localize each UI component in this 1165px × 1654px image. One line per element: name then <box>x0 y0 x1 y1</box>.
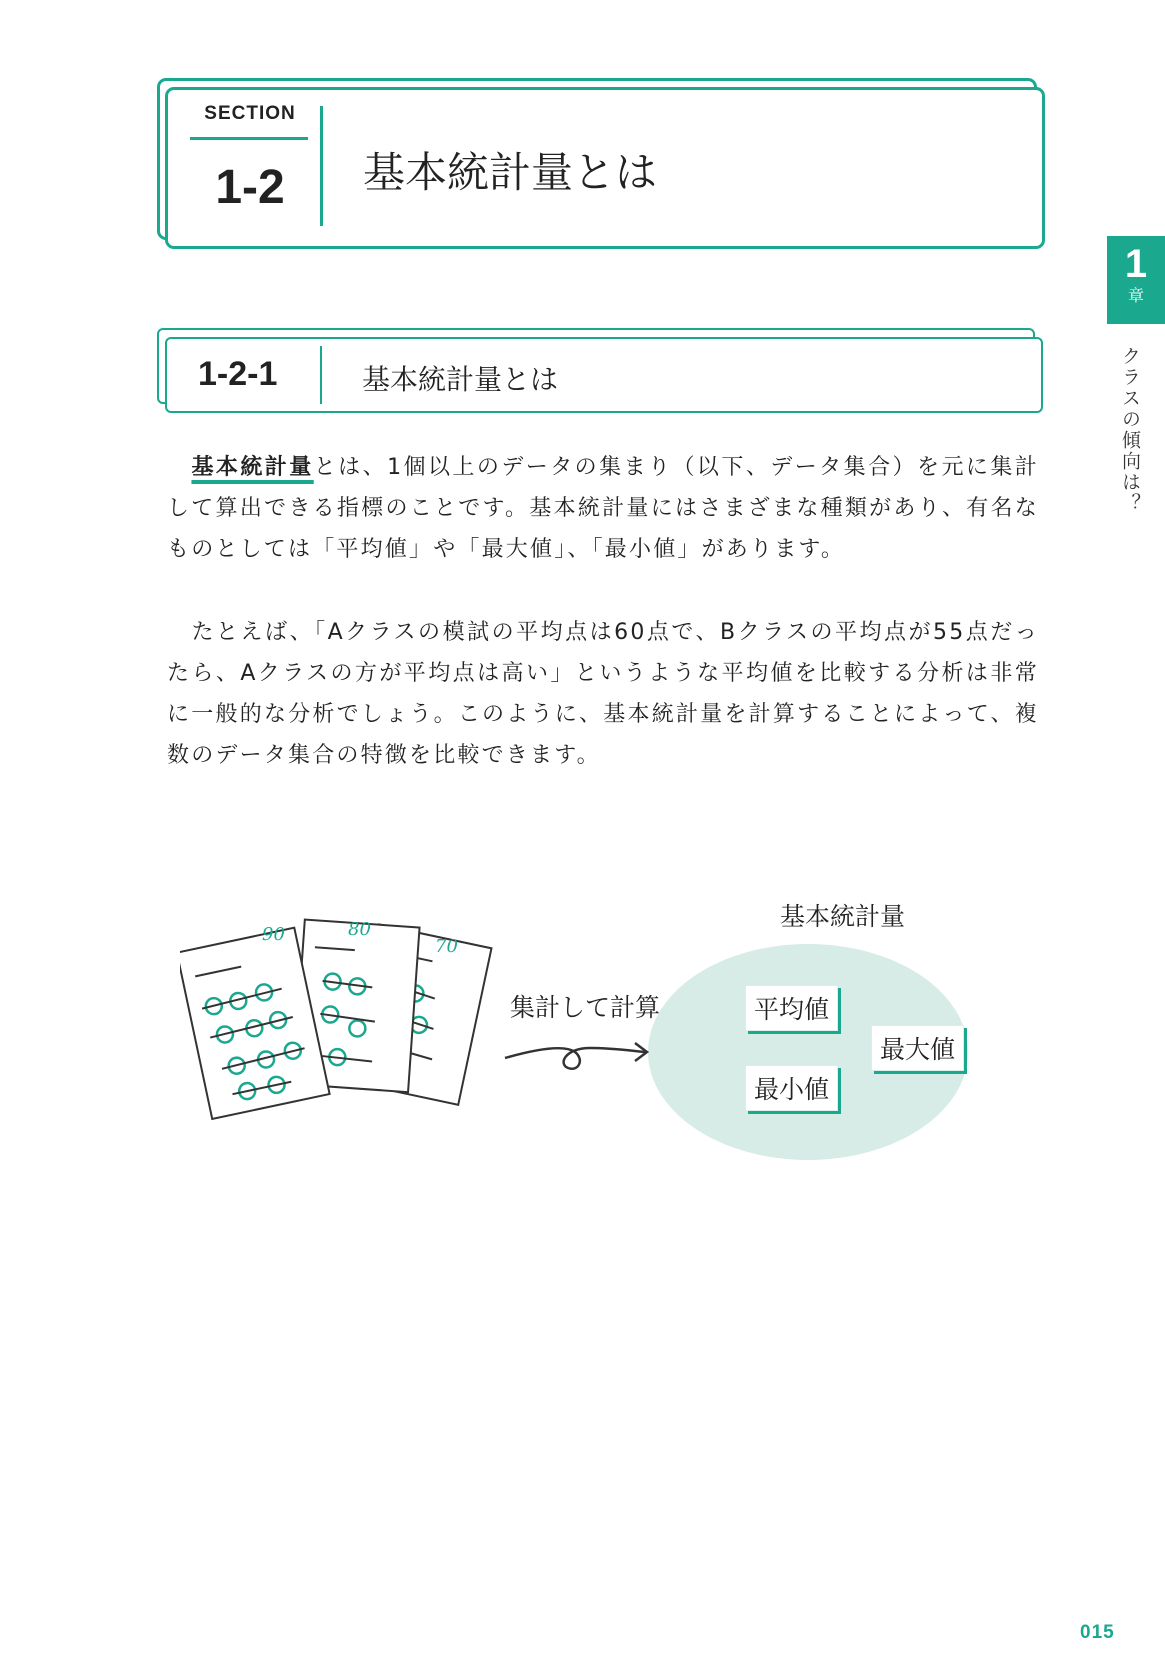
stat-tag-minimum: 最小値 <box>745 1065 838 1111</box>
chapter-number: 1 <box>1124 242 1148 286</box>
paragraph-1 <box>167 447 1039 570</box>
paragraph-2 <box>167 612 1039 776</box>
section-label: SECTION <box>204 103 296 124</box>
subsection-number: 1-2-1 <box>198 355 278 393</box>
section-divider <box>320 106 323 226</box>
paper-score-1: 90 <box>262 924 285 945</box>
paper-score-3: 70 <box>435 936 458 957</box>
chapter-tab <box>1107 236 1165 324</box>
stat-tag-average: 平均値 <box>745 985 838 1031</box>
paragraph-1-text: とは、1個以上のデータの集まり（以下、データ集合）を元に集計して算出できる指標のことです。基本統計量にはさまざまな種類があり、有名なものとしては「平均値」や「最大値」、「最小値」があります。 <box>167 455 1039 562</box>
section-number: 1-2 <box>215 161 285 214</box>
keyword-basic-statistics: 基本統計量 <box>191 455 314 480</box>
paragraph-2-text: たとえば、「Aクラスの模試の平均点は60点で、Bクラスの平均点が55点だったら、Aクラスの方が平均点は高い」というような平均値を比較する分析は非常に一般的な分析でしょう。このように、基本統計量を計算することによって、複数のデータ集合の特徴を比較できます。 <box>167 620 1039 768</box>
stat-tag-maximum: 最大値 <box>871 1025 964 1071</box>
subsection-header-box <box>165 337 1043 413</box>
stats-title: 基本統計量 <box>780 902 906 931</box>
chapter-title-vertical: クラスの傾向は？ <box>1119 346 1141 514</box>
arrow-line <box>505 1048 645 1069</box>
section-label-underline <box>190 137 308 140</box>
subsection-title: 基本統計量とは <box>362 363 559 396</box>
arrow-label: 集計して計算 <box>510 993 661 1022</box>
paper-score-2: 80 <box>348 919 371 940</box>
page-number: 015 <box>1080 1622 1115 1643</box>
subsection-divider <box>320 346 322 404</box>
chapter-label: 章 <box>1127 286 1144 305</box>
section-title: 基本統計量とは <box>363 148 658 197</box>
